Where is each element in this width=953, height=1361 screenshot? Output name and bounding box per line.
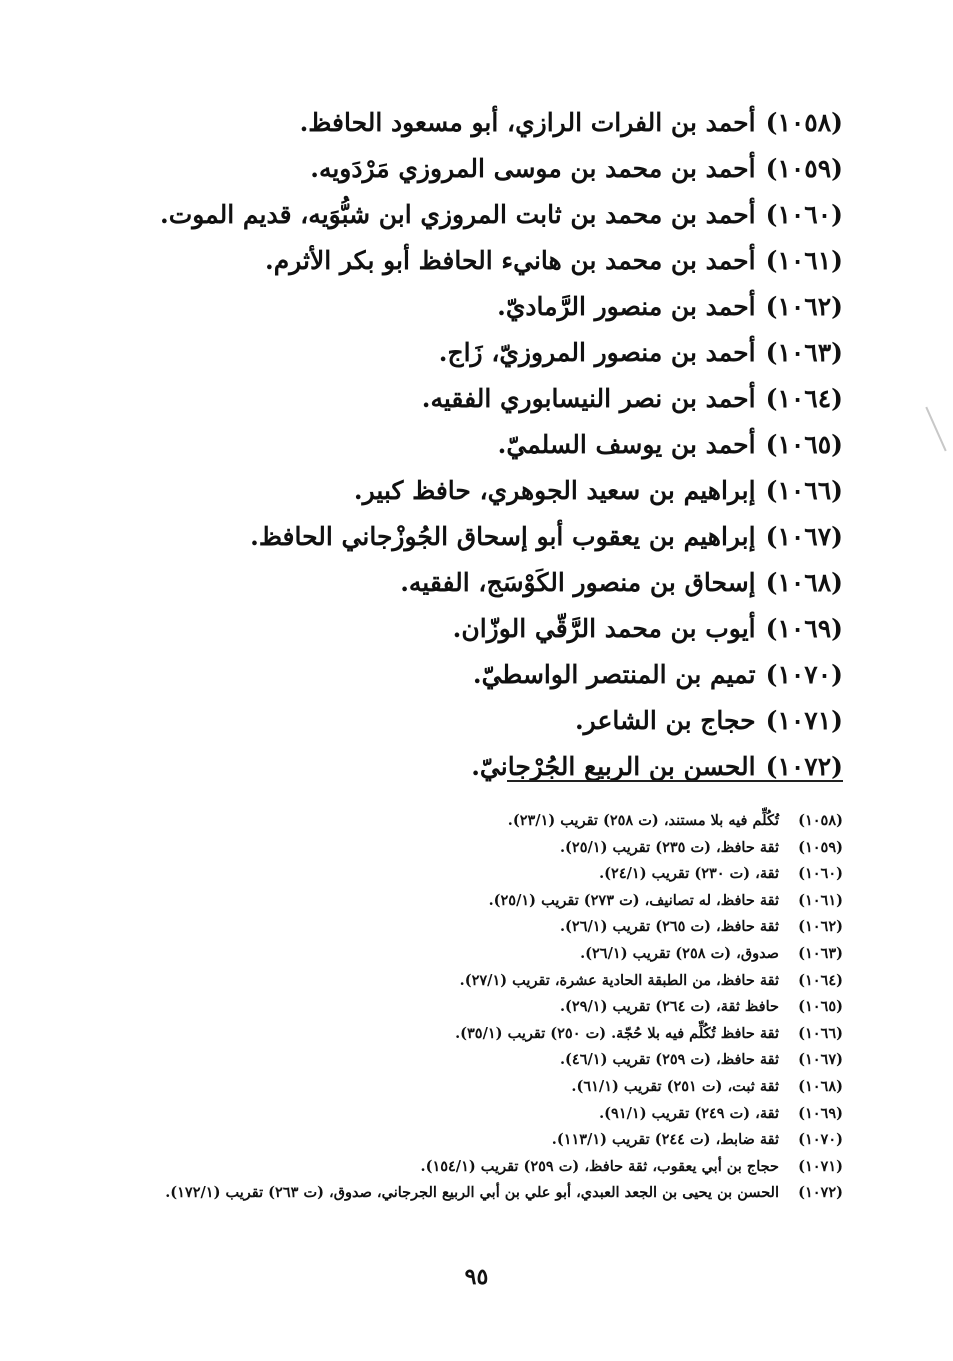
entry-item	[143, 652, 843, 698]
footnote-item	[103, 1074, 843, 1101]
entry-number: (١٠٦٢)	[765, 292, 843, 321]
entry-text: أحمد بن محمد بن هانيء الحافظ أبو بكر الأثرم.	[265, 246, 756, 275]
entry-number: (١٠٦٨)	[765, 568, 843, 597]
footnote-item	[103, 861, 843, 888]
footnote-number: (١٠٦٢)	[798, 918, 843, 936]
footnote-item	[103, 1154, 843, 1181]
footnote-text: حجاج بن أبي يعقوب، ثقة حافظ، (ت ٢٥٩) تقريب (١٥٤/١).	[420, 1157, 779, 1175]
footnote-number: (١٠٧١)	[798, 1157, 843, 1175]
footnote-number: (١٠٦١)	[798, 891, 843, 909]
footnote-item	[103, 808, 843, 835]
entry-text: إبراهيم بن يعقوب أبو إسحاق الجُوزْجاني الحافظ.	[250, 522, 756, 551]
footnote-number: (١٠٦٣)	[798, 944, 843, 962]
entry-number: (١٠٦٥)	[765, 430, 843, 459]
footnote-item	[103, 1021, 843, 1048]
footnote-text: ثقة حافظ، (ت ٢٦٥) تقريب (٢٦/١).	[560, 918, 779, 936]
entry-item	[143, 330, 843, 376]
entry-number: (١٠٥٩)	[765, 154, 843, 183]
entry-text: أحمد بن منصور المروزيّ، زَاج.	[438, 338, 756, 367]
footnote-list	[103, 808, 843, 1207]
entry-number: (١٠٦٩)	[765, 614, 843, 643]
entry-number: (١٠٧١)	[765, 706, 843, 735]
entry-text: أيوب بن محمد الرَّقّي الوزّان.	[452, 614, 756, 643]
entry-number: (١٠٦٧)	[765, 522, 843, 551]
entry-item	[143, 146, 843, 192]
entry-item	[143, 468, 843, 514]
footnote-text: تُكُلِّم فيه بلا مستند، (ت ٢٥٨) تقريب (٢٣/١).	[507, 812, 779, 829]
footnote-number: (١٠٧٢)	[798, 1184, 843, 1202]
entry-text: حجاج بن الشاعر.	[574, 706, 756, 735]
entry-item	[143, 376, 843, 422]
footnote-text: صدوق، (ت ٢٥٨) تقريب (٢٦/١).	[580, 944, 779, 962]
footnote-number: (١٠٦٨)	[798, 1077, 843, 1095]
entry-text: إسحاق بن منصور الكَوْسَج، الفقيه.	[400, 568, 756, 597]
entry-number: (١٠٥٨)	[765, 108, 843, 137]
entry-item	[143, 192, 843, 238]
footnote-item	[103, 1127, 843, 1154]
entry-text: الحسن بن الربيع الجُرْجانيّ.	[471, 752, 756, 781]
footnote-number: (١٠٧٠)	[798, 1131, 843, 1149]
entry-text: إبراهيم بن سعيد الجوهري، حافظ كبير.	[353, 476, 756, 505]
entry-item	[143, 100, 843, 146]
footnote-text: ثقة حافظ، (ت ٢٥٩) تقريب (٤٦/١).	[560, 1051, 779, 1069]
footnote-item	[103, 914, 843, 941]
entry-item	[143, 698, 843, 744]
entry-text: أحمد بن منصور الرَّماديّ.	[497, 292, 756, 321]
footnote-text: ثقة، (ت ٢٣٠) تقريب (٢٤/١).	[599, 865, 779, 883]
footnote-text: حافظ ثقة، (ت ٢٦٤) تقريب (٢٩/١).	[560, 998, 779, 1016]
footnote-separator	[507, 780, 843, 782]
footnote-number: (١٠٦٦)	[798, 1024, 843, 1042]
entry-text: أحمد بن محمد بن ثابت المروزي ابن شبُّوَيه، قديم الموت.	[159, 200, 756, 229]
footnote-number: (١٠٦٠)	[798, 865, 843, 883]
entry-item	[143, 422, 843, 468]
entry-item	[143, 238, 843, 284]
footnote-text: ثقة حافظ تُكُلِّم فيه بلا حُجّة. (ت ٢٥٠) تقريب (٣٥/١).	[455, 1024, 779, 1042]
entry-item	[143, 560, 843, 606]
entry-number: (١٠٧٢)	[765, 752, 843, 781]
footnote-item	[103, 835, 843, 862]
footnote-item	[103, 968, 843, 995]
entry-number: (١٠٦٦)	[765, 476, 843, 505]
entry-number: (١٠٧٠)	[765, 660, 843, 689]
entry-list	[143, 100, 843, 790]
footnote-item	[103, 1047, 843, 1074]
footnote-number: (١٠٦٩)	[798, 1104, 843, 1122]
entry-text: أحمد بن نصر النيسابوري الفقيه.	[421, 384, 756, 413]
entry-item	[143, 744, 843, 790]
footnote-text: ثقة حافظ، من الطبقة الحادية عشرة، تقريب (٢٧/١).	[459, 971, 779, 989]
footnote-item	[103, 888, 843, 915]
entry-number: (١٠٦٣)	[765, 338, 843, 367]
entry-item	[143, 606, 843, 652]
entry-item	[143, 284, 843, 330]
footnote-text: الحسن بن يحيى بن الجعد العبدي، أبو علي بن أبي الربيع الجرجاني، صدوق، (ت ٢٦٣) تقريب (١٧٢/١).	[165, 1184, 779, 1202]
entry-number: (١٠٦٤)	[765, 384, 843, 413]
footnote-number: (١٠٥٨)	[798, 812, 843, 829]
footnote-text: ثقة حافظ، له تصانيف، (ت ٢٧٣) تقريب (٢٥/١).	[488, 891, 779, 909]
footnote-number: (١٠٦٥)	[798, 998, 843, 1016]
entry-item	[143, 514, 843, 560]
footnote-number: (١٠٦٧)	[798, 1051, 843, 1069]
footnote-text: ثقة حافظ، (ت ٢٣٥) تقريب (٢٥/١).	[560, 838, 779, 856]
entry-text: تميم بن المنتصر الواسطيّ.	[472, 660, 756, 689]
scan-mark	[925, 407, 946, 452]
footnote-number: (١٠٦٤)	[798, 971, 843, 989]
entry-number: (١٠٦١)	[765, 246, 843, 275]
footnote-text: ثقة، (ت ٢٤٩) تقريب (٩١/١).	[599, 1104, 779, 1122]
footnote-number: (١٠٥٩)	[798, 838, 843, 856]
footnote-item	[103, 1180, 843, 1207]
footnote-text: ثقة ضابط، (ت ٢٤٤) تقريب (١١٣/١).	[551, 1131, 779, 1149]
entry-number: (١٠٦٠)	[765, 200, 843, 229]
entry-text: أحمد بن الفرات الرازي، أبو مسعود الحافظ.	[299, 108, 756, 137]
footnote-text: ثقة ثبت، (ت ٢٥١) تقريب (٦١/١).	[571, 1077, 779, 1095]
footnote-item	[103, 941, 843, 968]
footnote-item	[103, 994, 843, 1021]
entry-text: أحمد بن محمد بن موسى المروزي مَرْدَويه.	[310, 154, 756, 183]
page-number: ٩٥	[464, 1264, 489, 1290]
footnote-item	[103, 1101, 843, 1128]
entry-text: أحمد بن يوسف السلميّ.	[497, 430, 756, 459]
